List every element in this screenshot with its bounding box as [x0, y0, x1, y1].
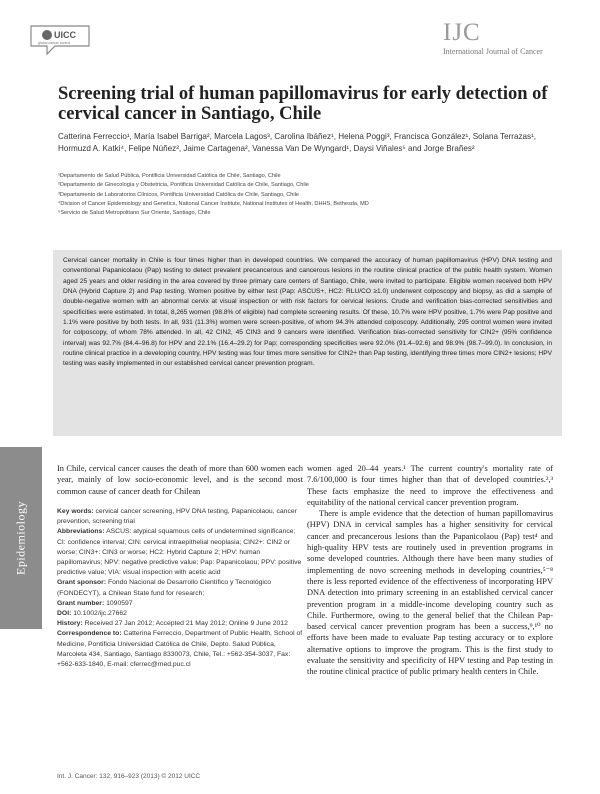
history: History: Received 27 Jan 2012; Accepted 21 May 2012; Online 9 June 2012	[57, 620, 288, 628]
affiliations	[58, 172, 558, 218]
right-column	[307, 463, 553, 678]
correspondence: Correspondence to: Catterina Ferreccio, Department of Public Health, School of Medicine, Pontificia Universidad Católica de Chile, Depto. Salud Pública, Marcoleta 434, Santiago, Santiago 8330073, Chile, Tel.: +562-354-3037, Fax: +562-633-1840, E-mail: cferrec@med.puc.cl	[57, 630, 303, 668]
affiliation-4: ⁴Division of Cancer Epidemiology and Genetics, National Cancer Institute, National Institutes of Health, DHHS, Bethesda, MD	[58, 200, 369, 207]
affiliation-2: ²Departamento de Ginecología y Obstetricia, Pontificia Universidad Católica de Chile, Santiago, Chile	[58, 182, 309, 189]
affiliation-3: ³Departamento de Laboratorios Clínicos, Pontificia Universidad Católica de Chile, Santiago, Chile	[58, 191, 299, 198]
journal-full-name: International Journal of Cancer	[443, 47, 543, 56]
affiliation-5: ⁵Servicio de Salud Metropolitano Sur Oriente, Santiago, Chile	[58, 210, 211, 217]
affiliation-1: ¹Departamento de Salud Pública, Pontificia Universidad Católica de Chile, Santiago, Chile	[58, 173, 281, 179]
grant-number: Grant number: 1090597	[57, 599, 133, 607]
article-title: Screening trial of human papillomavirus for early detection of cervical cancer in Santiago, Chile	[58, 84, 548, 124]
section-tab	[0, 447, 42, 629]
intro-paragraph-continued: women aged 20–44 years.¹ The current country's mortality rate of 7.6/100,000 is four times higher than that of developed countries.²,³ These facts emphasize the need to improve the effectiveness and equitability of the national cervical cancer prevention program.	[307, 464, 553, 507]
uicc-logo	[27, 22, 93, 56]
article-info	[57, 507, 303, 670]
keywords: Key words: cervical cancer screening, HPV DNA testing, Papanicolaou, cancer prevention, screening trial	[57, 507, 297, 526]
intro-paragraph-start: In Chile, cervical cancer causes the death of more than 600 women each year, mainly of low socio-economic level, and is the second most common cause of cancer death for Chilean	[57, 464, 303, 496]
journal-header	[443, 20, 583, 56]
journal-abbreviation: IJC	[443, 19, 481, 46]
logo-name: UICC	[54, 30, 76, 40]
left-column	[57, 463, 303, 670]
logo-tagline: global cancer control	[38, 41, 71, 45]
section-tab-label: Epidemiology	[13, 501, 28, 575]
page-footer: Int. J. Cancer: 132, 916–923 (2013) © 2012 UICC	[57, 773, 201, 780]
abstract-box: Cervical cancer mortality in Chile is four times higher than in developed countries. We compared the accuracy of human papillomavirus (HPV) DNA testing and conventional Papanicolaou (Pap) testing to detect prevalent precancerous and cancerous lesions in the routine clinical practice of the public health system. Women aged 25 years and older residing in the area covered by three primary care centers of Santiago, Chile, were invited to participate. Eligible women received both HPV DNA (Hybrid Capture 2) and Pap testing. Women positive by either test (Pap: ASCUS+, HC2: RLU/CO ≥1.0) underwent colposcopy and biopsy, as did a sample of double-negative women with an abnormal cervix at visual inspection or with risk factors for cervical lesions. Crude and verification bias-corrected sensitivities and specificities were estimated. In total, 8,265 women (98.8% of eligible) had complete screening results. Of these, 10.7% were HPV positive, 1.7% were Pap positive and 1.1% were positive by both tests. In all, 931 (11.3%) women were screen-positive, of whom 94.3% attended colposcopy. Additionally, 295 control women were invited for colposcopy, of whom 78% attended. In all, 42 CIN2, 45 CIN3 and 9 cancers were identified. Verification bias-corrected sensitivity for CIN2+ (95% confidence interval) was 92.7% (84.4–96.8) for HPV and 22.1% (16.4–29.2) for Pap; corresponding specificities were 92.0% (91.4–92.6) and 98.9% (98.7–99.0). In conclusion, in routine clinical practice in a developing country, HPV testing was four times more sensitive for CIN2+ than Pap testing, identifying three times more CIN2+ lesions; HPV testing was easily implemented in our established cervical cancer prevention program.	[53, 250, 562, 436]
doi: DOI: 10.1002/ijc.27662	[57, 609, 127, 617]
abbreviations: Abbreviations: ASCUS: atypical squamous cells of undetermined significance; CI: confidence interval; CIN: cervical intraepithelial neoplasia; CIN2+: CIN2 or worse; CIN3+: CIN3 or worse; HC2: Hybrid Capture 2; HPV: human papillomavirus; NPV: negative predictive value; Pap: Papanicolaou; PPV: positive predictive value; VIA: visual inspection with acetic acid	[57, 528, 302, 577]
author-list: Catterina Ferreccio¹, María Isabel Barriga², Marcela Lagos³, Carolina Ibáñez¹, Helena Poggi³, Francisca González¹, Solana Terrazas¹, Hormuzd A. Katki⁴, Felipe Núñez², Jaime Cartagena², Vanessa Van De Wyngard¹, Daysi Viñales⁵ and Jorge Brañes²	[58, 132, 537, 153]
intro-paragraph-2: There is ample evidence that the detection of human papillomavirus (HPV) DNA in cervical samples has a higher sensitivity for cervical cancer and precancerous lesions than the Papanicolaou (Pap) test⁴ and high-quality HPV tests are routinely used in prevention programs in some developed countries. Although there have been many studies of implementing de novo screening methods in developing countries,⁵⁻⁸ there is less reported evidence of the effectiveness of incorporating HPV DNA detection into primary screening in an established cervical cancer prevention program in a middle-income developing country such as Chile. Furthermore, owing to the general belief that the Chilean Pap-based cervical cancer prevention program has been a success,⁹,¹⁰ no efforts have been made to evaluate Pap testing accuracy or to explore alternative options to improve the program. This is the first study to evaluate the sensitivity and specificity of HPV testing and Pap testing in the routine clinical practice of public primary health centers in Chile.	[307, 509, 553, 677]
grant-sponsor: Grant sponsor: Fondo Nacional de Desarrollo Científico y Tecnológico (FONDECYT), a Chilean State fund for research;	[57, 579, 272, 597]
